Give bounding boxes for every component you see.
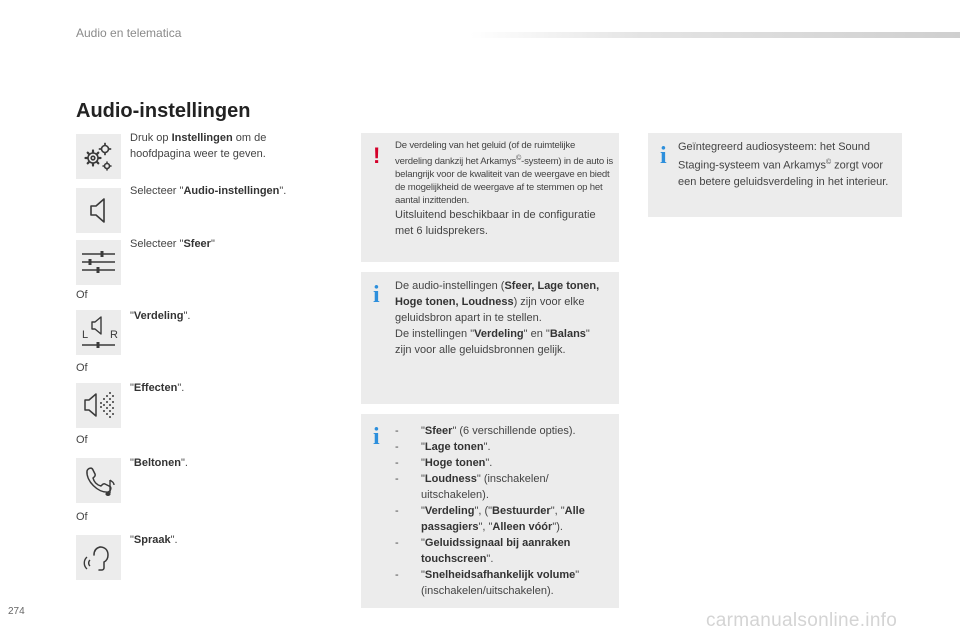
options-list: [395, 423, 613, 599]
list-item: - "Snelheidsafhankelijk volume" (inschakelen/uitschakelen).: [395, 567, 613, 599]
page-number: 274: [8, 606, 25, 617]
or-label: Of: [76, 362, 88, 374]
list-item: - "Verdeling", ("Bestuurder", "Alle passagiers", "Alleen vóór").: [395, 503, 613, 535]
header-title: Audio en telematica: [76, 26, 182, 40]
balance-icon-left-label: L: [82, 329, 89, 341]
step-audio-settings: Selecteer "Audio-instellingen".: [130, 185, 287, 197]
watermark: carmanualsonline.info: [706, 610, 898, 631]
list-item: - "Geluidssignaal bij aanraken touchscreen".: [395, 535, 613, 567]
warning-note: [361, 133, 619, 262]
info-note-audio-settings-text: De audio-instellingen (Sfeer, Lage tonen, Hoge tonen, Loudness) zijn voor elke geluidsbron apart in te stellen. De instellingen "Verdeling" en "Balans" zijn voor alle geluidsbronnen gelijk.: [395, 280, 600, 356]
list-item: - "Loudness" (inschakelen/ uitschakelen).: [395, 471, 613, 503]
step-effects: "Effecten".: [130, 382, 185, 394]
info-icon: i: [660, 143, 667, 169]
info-note-arkamys-text: Geïntegreerd audiosysteem: het Sound Staging-systeem van Arkamys© zorgt voor een betere geluidsverdeling in het interieur.: [678, 141, 889, 188]
page-title: Audio-instellingen: [76, 100, 251, 122]
info-note-arkamys: [648, 133, 902, 217]
settings-icon: [76, 134, 121, 179]
header-bar: [470, 32, 960, 38]
balance-icon-right-label: R: [110, 329, 118, 341]
voice-icon: [76, 535, 121, 580]
info-icon: i: [373, 424, 380, 450]
info-note-audio-settings: [361, 272, 619, 404]
info-note-options: [361, 414, 619, 608]
info-icon: i: [373, 282, 380, 308]
step-voice: "Spraak".: [130, 534, 178, 546]
balance-icon: [76, 310, 121, 355]
warning-note-text: De verdeling van het geluid (of de ruimtelijke verdeling dankzij het Arkamys©-systeem) in de auto is belangrijk voor de kwaliteit van de weergave en biedt de mogelijkheid de weergave af te stemmen op het aantal inzittenden. Uitsluitend beschikbaar in de configuratie met 6 luidsprekers.: [395, 140, 614, 238]
or-label: Of: [76, 434, 88, 446]
effects-icon: [76, 383, 121, 428]
list-item: - "Lage tonen".: [395, 439, 613, 455]
speaker-icon: [76, 188, 121, 233]
or-label: Of: [76, 289, 88, 301]
list-item: - "Hoge tonen".: [395, 455, 613, 471]
equalizer-icon: [76, 240, 121, 285]
step-ambience: Selecteer "Sfeer": [130, 238, 215, 250]
list-item: - "Sfeer" (6 verschillende opties).: [395, 423, 613, 439]
step-distribution: "Verdeling".: [130, 310, 191, 322]
warning-icon: !: [373, 143, 381, 168]
or-label: Of: [76, 511, 88, 523]
step-open-settings: Druk op Instellingen om de hoofdpagina weer te geven.: [130, 132, 267, 160]
step-ringtones: "Beltonen".: [130, 457, 188, 469]
ringtone-icon: [76, 458, 121, 503]
info-note-options-text: [395, 423, 613, 599]
